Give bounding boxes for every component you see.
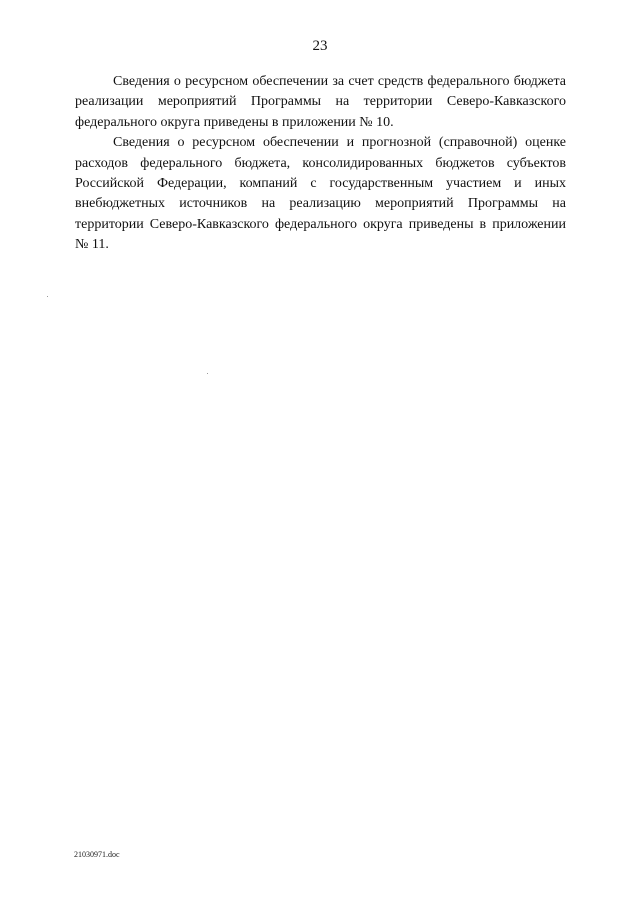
scan-speck [207, 373, 208, 374]
document-body [75, 72, 566, 256]
paragraph-federal-budget-resources: Сведения о ресурсном обеспечении за счет средств федерального бюджета реализации мероприятий Программы на территории Северо-Кавказского федерального округа приведены в приложении № 10. [75, 74, 566, 130]
page-number: 23 [312, 38, 328, 54]
scan-speck [47, 296, 48, 297]
footer-filename: 21030971.doc [74, 850, 120, 859]
paragraph-forecast-expenses: Сведения о ресурсном обеспечении и прогнозной (справочной) оценке расходов федерального бюджета, консолидированных бюджетов субъектов Российской Федерации, компаний с государственным участием и иных внебюджетных источников на реализацию мероприятий Программы на территории Северо-Кавказского федерального округа приведены в приложении № 11. [75, 135, 566, 253]
